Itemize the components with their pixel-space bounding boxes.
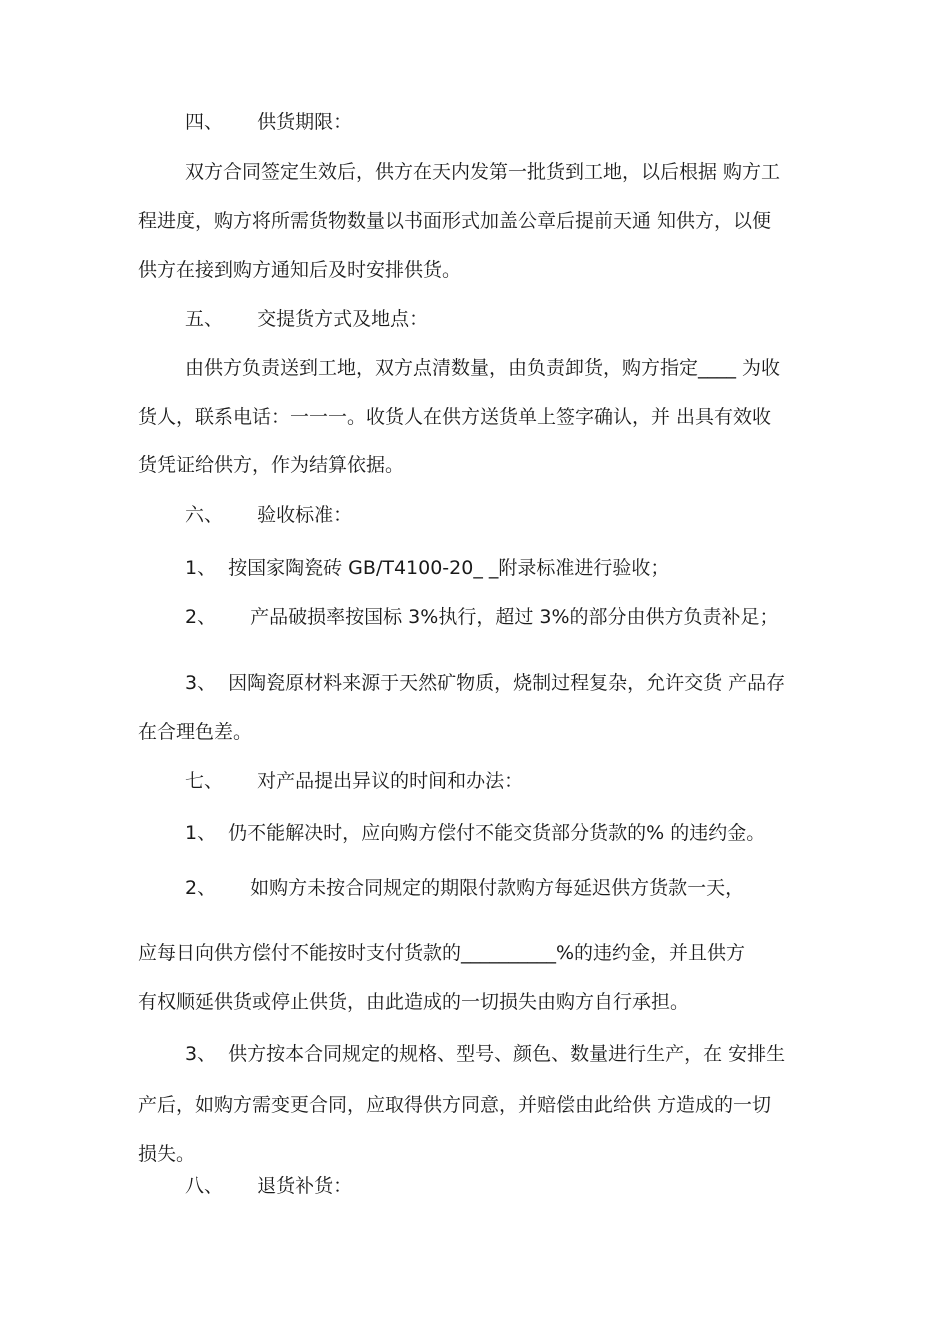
- section-6-heading: [185, 503, 352, 527]
- paragraph-line: 供方在接到购方通知后及时安排供货。: [138, 259, 462, 281]
- list-item-text: 因陶瓷原材料来源于天然矿物质，烧制过程复杂，允许交货 产品存: [228, 672, 786, 694]
- section-number: 七、: [185, 770, 224, 792]
- list-item-number: 1、: [185, 557, 217, 579]
- list-item-number: 2、: [185, 877, 217, 899]
- paragraph-line: 货凭证给供方，作为结算依据。: [138, 454, 405, 476]
- paragraph-line: 产后，如购方需变更合同，应取得供方同意，并赔偿由此给供 方造成的一切: [138, 1094, 772, 1116]
- paragraph-line: 在合理色差。: [138, 721, 253, 743]
- section-title: 交提货方式及地点：: [257, 308, 429, 330]
- paragraph-line: 货人，联系电话：一一一。收货人在供方送货单上签字确认，并 出具有效收: [138, 406, 772, 428]
- section-number: 四、: [185, 111, 224, 133]
- section-number: 六、: [185, 504, 224, 526]
- list-item: [185, 671, 785, 695]
- list-item-number: 1、: [185, 822, 217, 844]
- section-4-heading: [185, 110, 352, 134]
- list-item-text: 仍不能解决时，应向购方偿付不能交货部分货款的% 的违约金。: [228, 822, 766, 844]
- list-item-text: 产品破损率按国标 3%执行，超过 3%的部分由供方负责补足；: [250, 606, 779, 628]
- section-title: 验收标准：: [257, 504, 353, 526]
- paragraph-line: 由供方负责送到工地，双方点清数量，由负责卸货，购方指定____ 为收: [185, 357, 781, 379]
- section-number: 八、: [185, 1175, 224, 1197]
- list-item-text: 按国家陶瓷砖 GB/T4100-20_ _附录标准进行验收；: [228, 557, 670, 579]
- list-item: [185, 876, 744, 900]
- section-5-heading: [185, 307, 428, 331]
- section-7-heading: [185, 769, 523, 793]
- list-item-number: 2、: [185, 606, 217, 628]
- section-title: 对产品提出异议的时间和办法：: [257, 770, 524, 792]
- paragraph-line: 有权顺延供货或停止供货，由此造成的一切损失由购方自行承担。: [138, 991, 690, 1013]
- section-title: 退货补货：: [257, 1175, 353, 1197]
- list-item-number: 3、: [185, 672, 217, 694]
- paragraph-line: 应每日向供方偿付不能按时支付货款的__________%的违约金，并且供方: [138, 942, 746, 964]
- paragraph-line: 程进度，购方将所需货物数量以书面形式加盖公章后提前天通 知供方，以便: [138, 210, 772, 232]
- list-item-text: 供方按本合同规定的规格、型号、颜色、数量进行生产，在 安排生: [228, 1043, 786, 1065]
- list-item-number: 3、: [185, 1043, 217, 1065]
- list-item: [185, 1042, 785, 1066]
- section-number: 五、: [185, 308, 224, 330]
- list-item: [185, 556, 669, 580]
- paragraph-line: 双方合同签定生效后，供方在天内发第一批货到工地，以后根据 购方工: [185, 161, 781, 183]
- paragraph-line: 损失。: [138, 1143, 196, 1165]
- list-item: [185, 605, 779, 629]
- list-item: [185, 821, 765, 845]
- section-title: 供货期限：: [257, 111, 353, 133]
- section-8-heading: [185, 1174, 352, 1198]
- list-item-text: 如购方未按合同规定的期限付款购方每延迟供方货款一天，: [250, 877, 745, 899]
